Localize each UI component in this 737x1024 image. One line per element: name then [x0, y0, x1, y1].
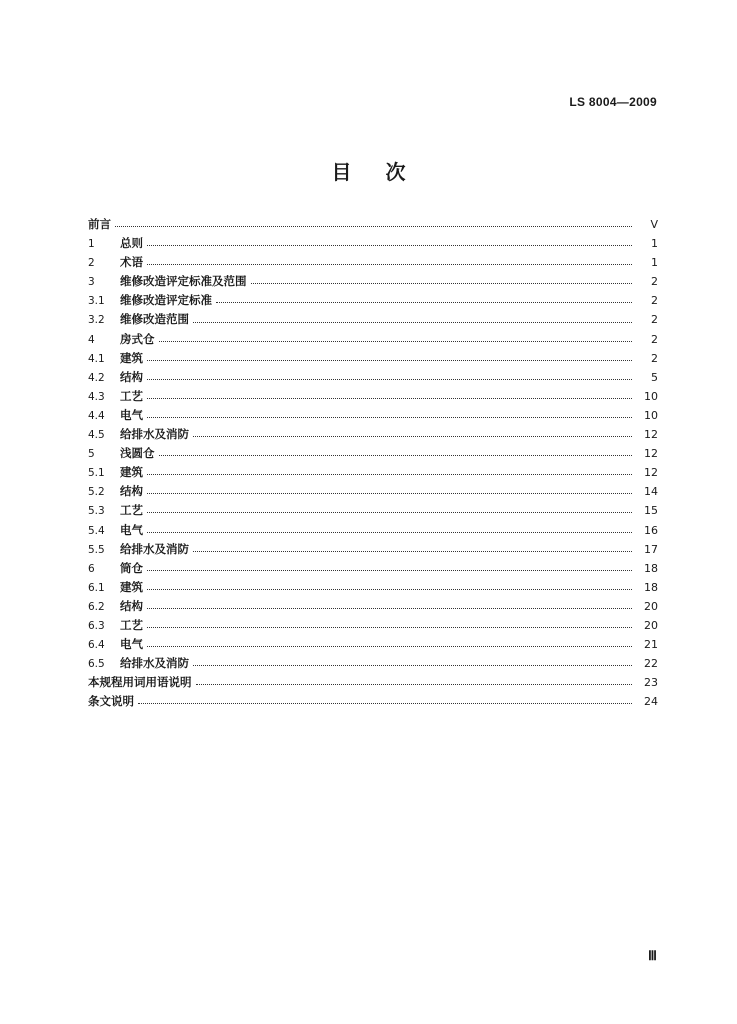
toc-entry-label: 给排水及消防 — [120, 427, 189, 442]
toc-entry-page: 23 — [644, 676, 658, 690]
toc-entry-label: 建筑 — [120, 465, 143, 480]
toc-entry-label: 结构 — [120, 484, 143, 499]
toc-entry[interactable] — [88, 559, 658, 578]
toc-entry-page: 20 — [644, 599, 658, 613]
toc-entry-number: 4.3 — [88, 390, 105, 403]
toc-entry-page: 22 — [644, 657, 658, 671]
toc-leader-dots — [147, 608, 632, 609]
toc-entry-page: V — [650, 218, 658, 231]
toc-entry-page: 20 — [644, 618, 658, 632]
toc-entry-label: 筒仓 — [120, 560, 143, 575]
page-number: Ⅲ — [648, 948, 657, 963]
toc-entry-label: 术语 — [120, 255, 143, 270]
toc-entry[interactable] — [88, 387, 658, 406]
toc-entry-label: 电气 — [120, 407, 143, 422]
toc-leader-dots — [193, 551, 632, 552]
toc-entry-label: 电气 — [120, 522, 143, 537]
toc-entry-label: 工艺 — [120, 617, 143, 632]
toc-entry-number: 5.1 — [88, 467, 105, 480]
toc-entry[interactable] — [88, 463, 658, 482]
toc-entry-page: 1 — [651, 237, 658, 251]
toc-leader-dots — [147, 245, 632, 246]
toc-entry[interactable] — [88, 215, 658, 234]
toc-leader-dots — [147, 474, 632, 475]
toc-entry-number: 4.5 — [88, 429, 105, 442]
toc-entry-page: 2 — [651, 332, 658, 346]
toc-entry[interactable] — [88, 578, 658, 597]
toc-leader-dots — [196, 684, 633, 685]
toc-entry[interactable] — [88, 444, 658, 463]
toc-entry-label: 工艺 — [120, 388, 143, 403]
toc-entry-page: 14 — [644, 485, 658, 499]
standard-code: LS 8004—2009 — [569, 95, 657, 109]
toc-leader-dots — [147, 512, 632, 513]
toc-entry-label: 给排水及消防 — [120, 541, 189, 556]
toc-leader-dots — [147, 627, 632, 628]
toc-entry-number: 5.4 — [88, 524, 105, 537]
toc-entry-label: 条文说明 — [88, 694, 134, 709]
toc-entry-page: 12 — [644, 466, 658, 480]
toc-entry-number: 6.5 — [88, 658, 105, 671]
toc-entry[interactable] — [88, 616, 658, 635]
toc-entry-number: 3.1 — [88, 295, 105, 308]
toc-entry-number: 5.2 — [88, 486, 105, 499]
toc-entry-number: 5 — [88, 448, 95, 461]
toc-entry-label: 工艺 — [120, 503, 143, 518]
toc-entry[interactable] — [88, 635, 658, 654]
toc-entry[interactable] — [88, 482, 658, 501]
toc-leader-dots — [251, 283, 633, 284]
toc-entry-number: 4.4 — [88, 409, 105, 422]
toc-entry-label: 总则 — [120, 236, 143, 251]
toc-leader-dots — [216, 302, 632, 303]
toc-leader-dots — [159, 455, 633, 456]
toc-entry-page: 5 — [651, 370, 658, 384]
toc-entry-number: 1 — [88, 238, 95, 251]
toc-entry-label: 建筑 — [120, 579, 143, 594]
toc-leader-dots — [147, 646, 632, 647]
toc-entry-page: 12 — [644, 447, 658, 461]
toc-leader-dots — [193, 436, 632, 437]
table-of-contents — [88, 215, 658, 711]
toc-entry[interactable] — [88, 349, 658, 368]
toc-entry-number: 5.3 — [88, 505, 105, 518]
toc-entry-page: 2 — [651, 351, 658, 365]
toc-entry-label: 结构 — [120, 598, 143, 613]
toc-entry-page: 12 — [644, 428, 658, 442]
toc-entry-label: 房式仓 — [120, 331, 155, 346]
toc-entry-page: 1 — [651, 256, 658, 270]
toc-entry-number: 6.4 — [88, 639, 105, 652]
toc-entry-label: 维修改造范围 — [120, 312, 189, 327]
toc-entry[interactable] — [88, 272, 658, 291]
toc-entry-label: 结构 — [120, 369, 143, 384]
toc-entry[interactable] — [88, 673, 658, 692]
toc-leader-dots — [115, 226, 632, 227]
toc-leader-dots — [138, 703, 632, 704]
toc-entry-number: 6.2 — [88, 600, 105, 613]
toc-entry-number: 6.3 — [88, 619, 105, 632]
toc-entry-page: 24 — [644, 695, 658, 709]
toc-entry-page: 21 — [644, 638, 658, 652]
toc-entry-label: 电气 — [120, 637, 143, 652]
toc-entry[interactable] — [88, 310, 658, 329]
toc-entry-page: 10 — [644, 389, 658, 403]
toc-entry-page: 18 — [644, 580, 658, 594]
toc-entry[interactable] — [88, 597, 658, 616]
toc-entry-label: 前言 — [88, 217, 111, 231]
toc-leader-dots — [147, 532, 632, 533]
toc-entry-label: 维修改造评定标准 — [120, 293, 212, 308]
toc-entry[interactable] — [88, 234, 658, 253]
toc-leader-dots — [147, 379, 632, 380]
toc-entry-number: 2 — [88, 257, 95, 270]
toc-entry-label: 本规程用词用语说明 — [88, 675, 192, 690]
page-title: 目次 — [331, 160, 440, 184]
toc-entry[interactable] — [88, 406, 658, 425]
toc-entry-page: 17 — [644, 542, 658, 556]
toc-entry[interactable] — [88, 540, 658, 559]
toc-entry-page: 2 — [651, 313, 658, 327]
toc-leader-dots — [147, 264, 632, 265]
toc-entry-number: 6.1 — [88, 581, 105, 594]
toc-leader-dots — [193, 665, 632, 666]
toc-entry-label: 给排水及消防 — [120, 656, 189, 671]
toc-entry-number: 6 — [88, 562, 95, 575]
toc-leader-dots — [193, 322, 632, 323]
toc-leader-dots — [147, 360, 632, 361]
toc-entry-page: 2 — [651, 294, 658, 308]
toc-entry-number: 4 — [88, 333, 95, 346]
toc-entry-label: 浅圆仓 — [120, 446, 155, 461]
toc-entry-page: 15 — [644, 504, 658, 518]
toc-entry-number: 5.5 — [88, 543, 105, 556]
toc-leader-dots — [147, 417, 632, 418]
toc-entry[interactable] — [88, 368, 658, 387]
toc-entry-number: 3 — [88, 276, 95, 289]
toc-entry-label: 维修改造评定标准及范围 — [120, 274, 247, 289]
toc-entry[interactable] — [88, 692, 658, 711]
toc-entry-page: 10 — [644, 408, 658, 422]
toc-entry-number: 3.2 — [88, 314, 105, 327]
toc-entry[interactable] — [88, 654, 658, 673]
toc-entry[interactable] — [88, 291, 658, 310]
toc-entry-label: 建筑 — [120, 350, 143, 365]
toc-entry-page: 18 — [644, 561, 658, 575]
toc-entry[interactable] — [88, 425, 658, 444]
toc-entry-number: 4.2 — [88, 371, 105, 384]
toc-entry[interactable] — [88, 253, 658, 272]
toc-leader-dots — [147, 493, 632, 494]
toc-entry-number: 4.1 — [88, 352, 105, 365]
toc-entry[interactable] — [88, 501, 658, 520]
toc-leader-dots — [147, 589, 632, 590]
toc-entry-page: 2 — [651, 275, 658, 289]
toc-leader-dots — [159, 341, 633, 342]
toc-leader-dots — [147, 570, 632, 571]
toc-entry[interactable] — [88, 330, 658, 349]
toc-entry[interactable] — [88, 521, 658, 540]
toc-leader-dots — [147, 398, 632, 399]
toc-entry-page: 16 — [644, 523, 658, 537]
